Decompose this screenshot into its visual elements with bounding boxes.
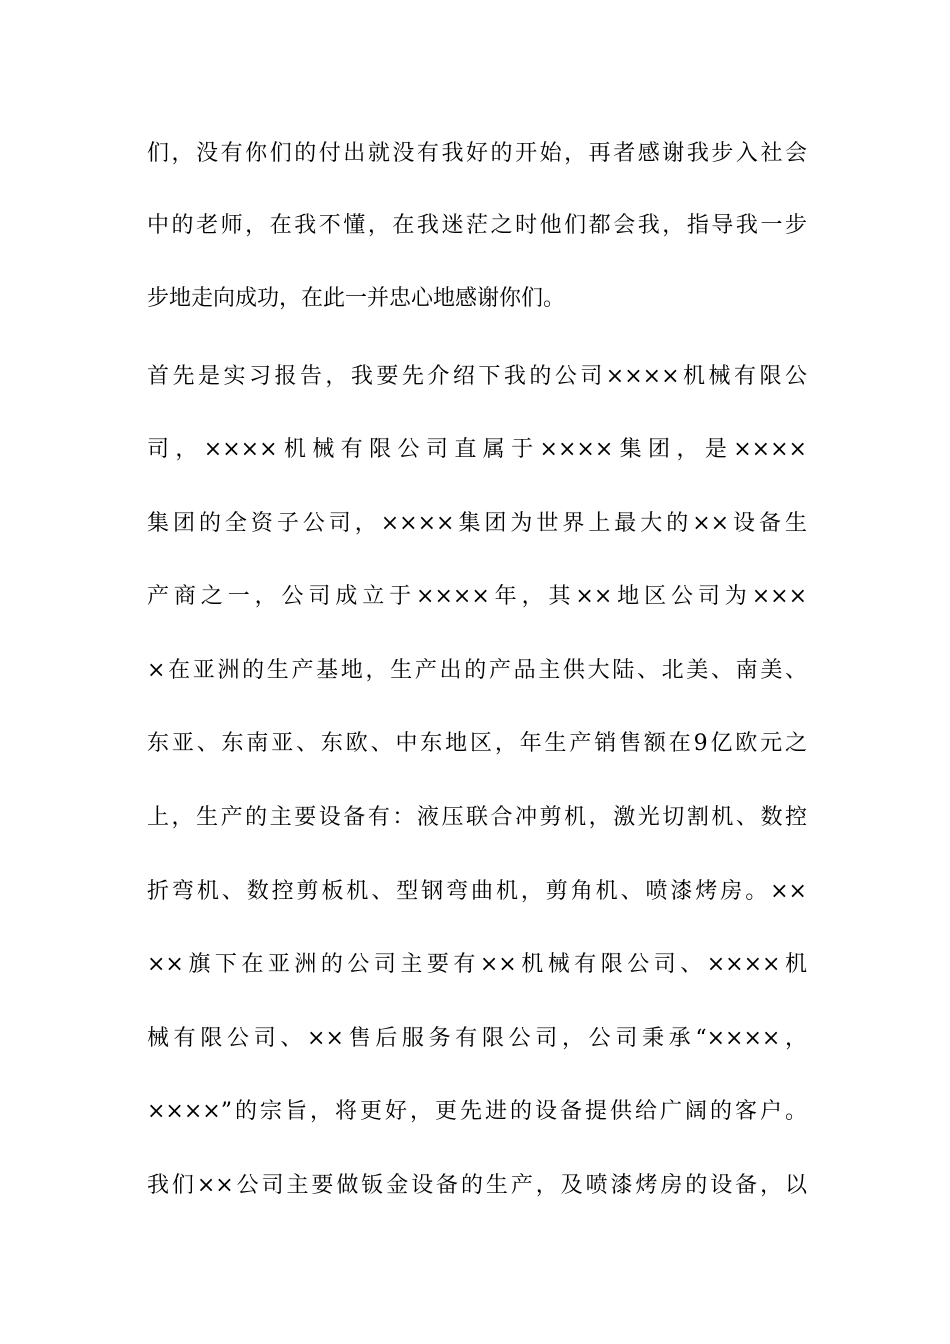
text-line: ××旗下在亚洲的公司主要有××机械有限公司、××××机 xyxy=(147,952,807,977)
text-line: 集团的全资子公司，××××集团为世界上最大的××设备生 xyxy=(147,511,807,536)
text-line: 司，××××机械有限公司直属于××××集团，是×××× xyxy=(147,437,807,462)
text-line: 步地走向成功，在此一并忠心地感谢你们。 xyxy=(147,286,566,311)
text-line: 械有限公司、××售后服务有限公司，公司秉承“××××， xyxy=(147,1026,807,1051)
text-line: 上，生产的主要设备有：液压联合冲剪机，激光切割机、数控 xyxy=(147,805,807,830)
text-line: 折弯机、数控剪板机、型钢弯曲机，剪角机、喷漆烤房。×× xyxy=(147,879,807,904)
text-line: 东亚、东南亚、东欧、中东地区，年生产销售额在9亿欧元之 xyxy=(147,731,807,756)
text-line: 我们××公司主要做钣金设备的生产，及喷漆烤房的设备，以 xyxy=(147,1173,807,1198)
text-line: 中的老师，在我不懂，在我迷茫之时他们都会我，指导我一步 xyxy=(147,213,807,238)
text-line: 们，没有你们的付出就没有我好的开始，再者感谢我步入社会 xyxy=(147,141,807,166)
text-line: ××××”的宗旨，将更好，更先进的设备提供给广阔的客户。 xyxy=(147,1099,807,1124)
text-line: ×在亚洲的生产基地，生产出的产品主供大陆、北美、南美、 xyxy=(147,658,807,683)
text-line: 首先是实习报告，我要先介绍下我的公司××××机械有限公 xyxy=(147,364,807,389)
text-line: 产商之一，公司成立于××××年，其××地区公司为××× xyxy=(147,584,807,609)
